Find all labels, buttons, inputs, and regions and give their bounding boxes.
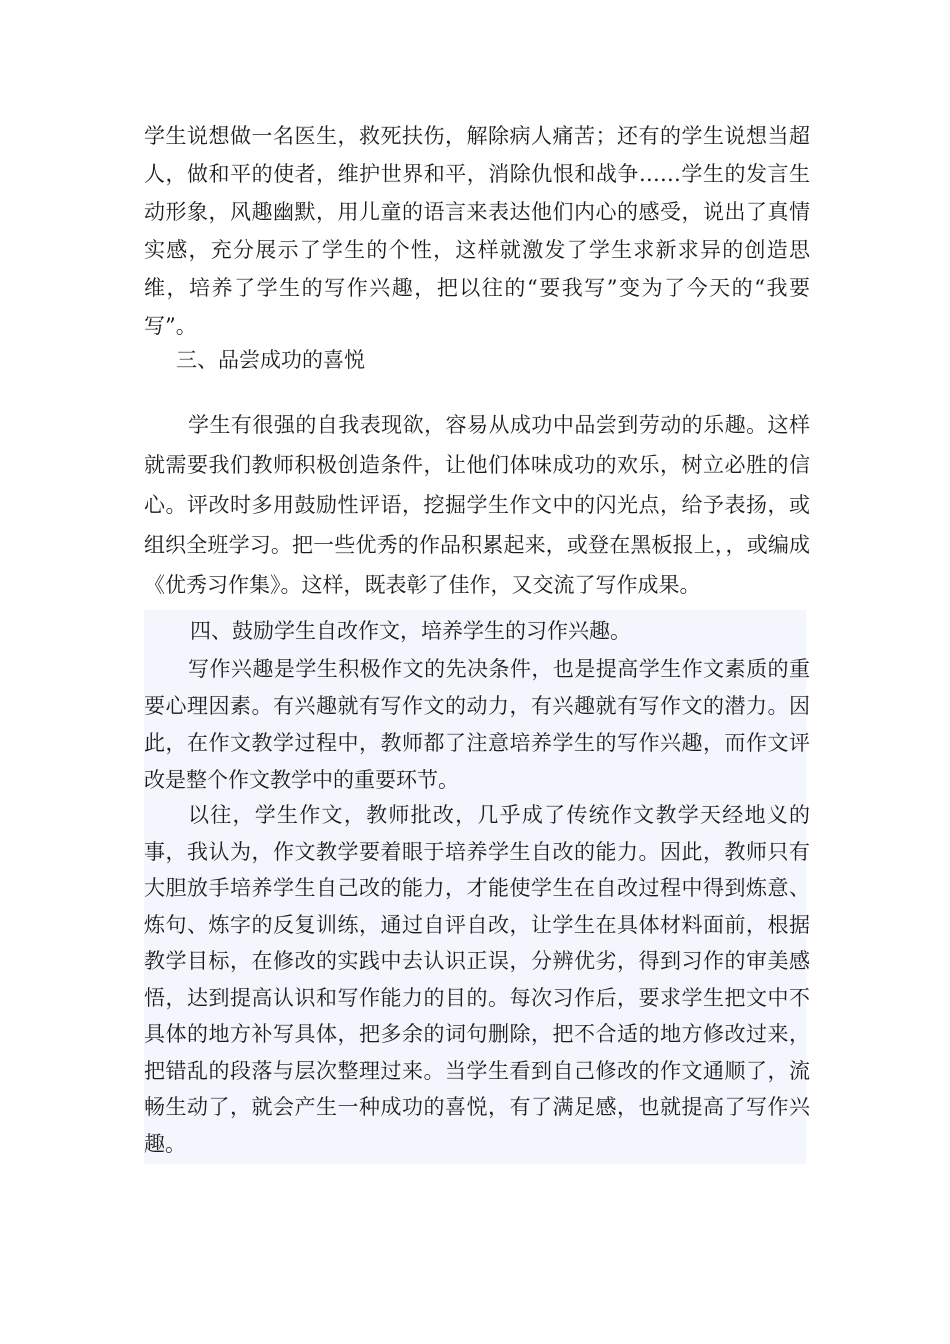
section-heading-4: 四、鼓励学生自改作文，培养学生的习作兴趣。	[190, 619, 631, 643]
paragraph-writing-interest: 写作兴趣是学生积极作文的先决条件，也是提高学生作文素质的重要心理因素。有兴趣就有写作文的动力，有兴趣就有写作文的潜力。因此，在作文教学过程中，教师都了注意培养学生的写作兴趣，而作文评改是整个作文教学中的重要环节。	[144, 657, 810, 792]
paragraph-student-aspirations: 学生说想做一名医生，救死扶伤，解除病人痛苦；还有的学生说想当超人，做和平的使者，维护世界和平，消除仇恨和战争……学生的发言生动形象，风趣幽默，用儿童的语言来表达他们内心的感受，说出了真情实感，充分展示了学生的个性，这样就激发了学生求新求异的创造思维，培养了学生的写作兴趣，把以往的“要我写”变为了今天的“我要写”。	[144, 124, 810, 338]
paragraph-self-revision: 以往，学生作文，教师批改，几乎成了传统作文教学天经地义的事，我认为，作文教学要着眼于培养学生自改的能力。因此，教师只有大胆放手培养学生自己改的能力，才能使学生在自改过程中得到炼意、炼句、炼字的反复训练，通过自评自改，让学生在具体材料面前，根据教学目标，在修改的实践中去认识正误，分辨优劣，得到习作的审美感悟，达到提高认识和写作能力的目的。每次习作后，要求学生把文中不具体的地方补写具体，把多余的词句删除，把不合适的地方修改过来，把错乱的段落与层次整理过来。当学生看到自己修改的作文通顺了，流畅生动了，就会产生一种成功的喜悦，有了满足感，也就提高了写作兴趣。	[144, 803, 810, 1156]
paragraph-taste-success: 学生有很强的自我表现欲，容易从成功中品尝到劳动的乐趣。这样就需要我们教师积极创造条件，让他们体味成功的欢乐，树立必胜的信心。评改时多用鼓励性评语，挖掘学生作文中的闪光点，给予表扬，或组织全班学习。把一些优秀的作品积累起来，或登在黑板报上，，或编成《优秀习作集》。这样，既表彰了佳作，又交流了写作成果。	[144, 413, 810, 597]
section-heading-3: 三、品尝成功的喜悦	[176, 348, 365, 372]
